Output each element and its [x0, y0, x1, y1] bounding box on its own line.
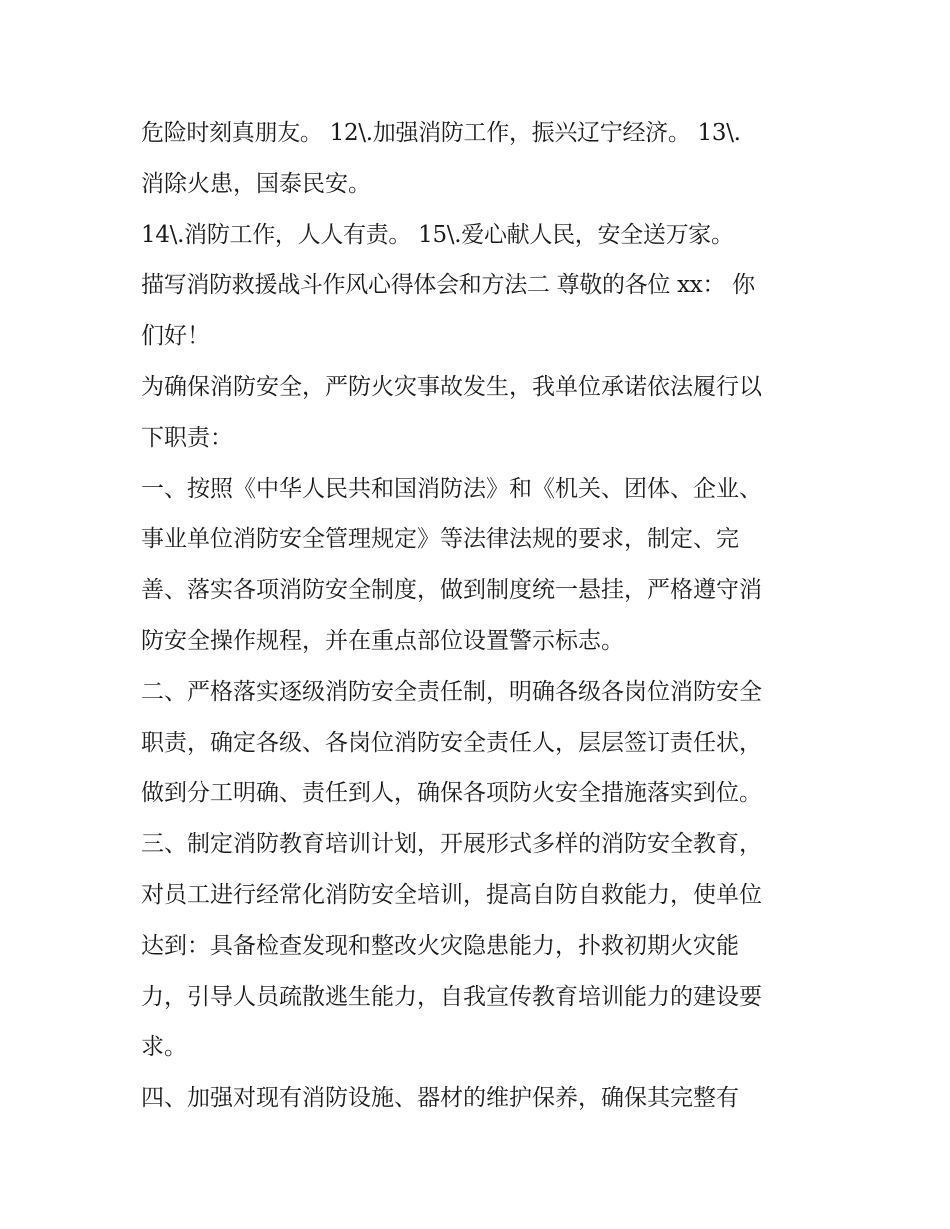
text-line: 善、落实各项消防安全制度，做到制度统一悬挂，严格遵守消 [141, 577, 762, 604]
text-line: 描写消防救援战斗作风心得体会和方法二 尊敬的各位 xx： 你 [141, 272, 755, 299]
text-line: 职责，确定各级、各岗位消防安全责任人，层层签订责任状， [141, 729, 762, 756]
text-line: 四、加强对现有消防设施、器材的维护保养，确保其完整有 [141, 1085, 739, 1112]
text-line: 求。 [141, 1034, 187, 1061]
text-line: 一、按照《中华人民共和国消防法》和《机关、团体、企业、 [141, 475, 762, 502]
text-line: 三、制定消防教育培训计划，开展形式多样的消防安全教育， [141, 831, 762, 858]
text-line: 事业单位消防安全管理规定》等法律法规的要求，制定、完 [141, 526, 739, 553]
text-line: 消除火患，国泰民安。 [141, 170, 371, 197]
text-line: 对员工进行经常化消防安全培训，提高自防自救能力，使单位 [141, 881, 762, 908]
text-line: 防安全操作规程，并在重点部位设置警示标志。 [141, 627, 624, 654]
text-line: 危险时刻真朋友。 12\.加强消防工作，振兴辽宁经济。 13\. [141, 120, 741, 146]
document-body [141, 108, 821, 1124]
text-line: 二、严格落实逐级消防安全责任制，明确各级各岗位消防安全 [141, 678, 762, 705]
text-line: 下职责： [141, 424, 233, 451]
text-line: 达到：具备检查发现和整改火灾隐患能力，扑救初期火灾能 [141, 932, 739, 959]
text-line: 14\.消防工作，人人有责。 15\.爱心献人民，安全送万家。 [141, 221, 734, 248]
text-line: 力，引导人员疏散逃生能力，自我宣传教育培训能力的建设要 [141, 983, 762, 1010]
text-line: 们好！ [141, 323, 210, 350]
text-line: 做到分工明确、责任到人，确保各项防火安全措施落实到位。 [141, 780, 762, 807]
text-line: 为确保消防安全，严防火灾事故发生，我单位承诺依法履行以 [141, 373, 762, 400]
